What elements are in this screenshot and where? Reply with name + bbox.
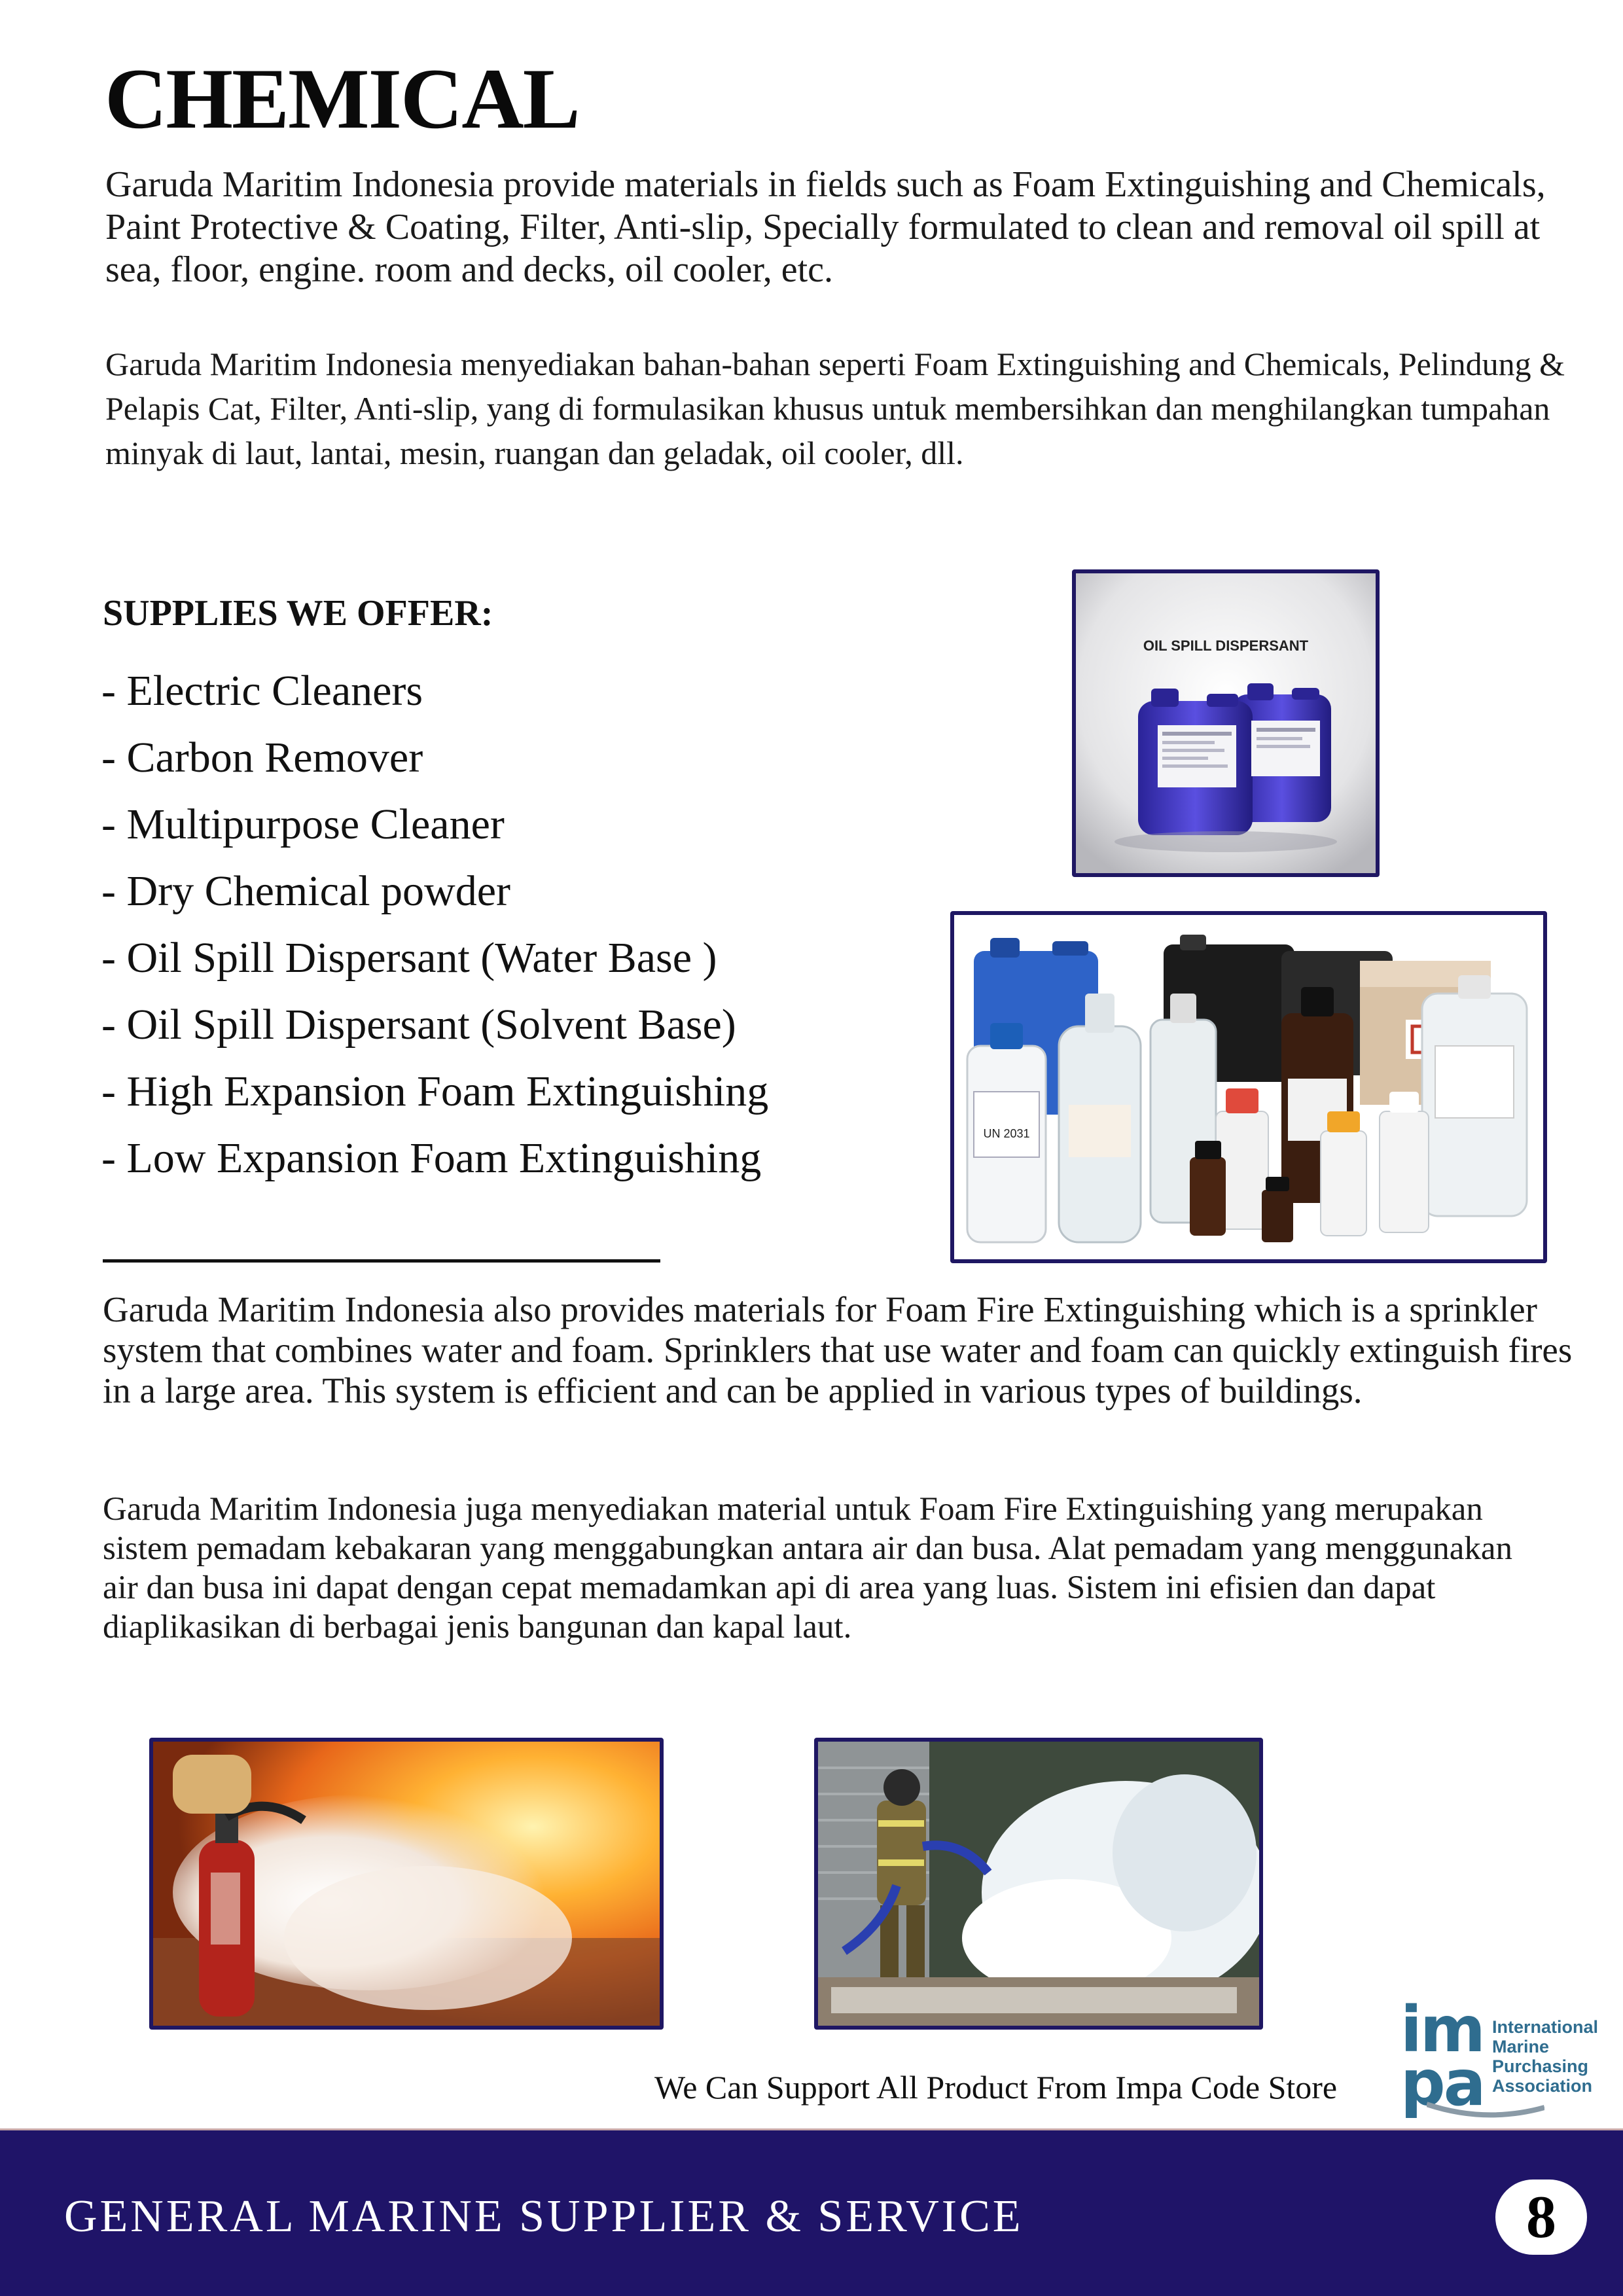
impa-line-3: Purchasing — [1492, 2056, 1589, 2076]
lab-bottles-illustration — [954, 915, 1543, 1259]
firefighter-foam-image — [814, 1738, 1263, 2030]
foam-english: Garuda Maritim Indonesia also provides materials for Foam Fire Extinguishing which is a sprinkler system that combines water and foam. Sprinklers that use water and foam can quickly extinguish fires in a large area. This system is efficient and can be applied in various types of buildings. — [103, 1289, 1573, 1410]
impa-logo — [1400, 1993, 1616, 2121]
list-item: - Electric Cleaners — [101, 667, 423, 715]
list-item: - High Expansion Foam Extinguishing — [101, 1067, 769, 1115]
footer-slogan: GENERAL MARINE SUPPLIER & SERVICE — [64, 2191, 1024, 2242]
dispersant-label: OIL SPILL DISPERSANT — [1143, 637, 1309, 654]
impa-line-1: International — [1492, 2017, 1599, 2037]
impa-line-4: Association — [1492, 2076, 1593, 2096]
page-number: 8 — [1495, 2179, 1587, 2255]
chemical-bottles-image — [950, 911, 1547, 1263]
intro-english: Garuda Maritim Indonesia provide materials in fields such as Foam Extinguishing and Chemicals, Paint Protective & Coating, Filter, Anti-slip, Specially formulated to clean and removal oil spill at sea, floor, engine. room and decks, oil cooler, etc. — [105, 164, 1546, 290]
bottle-label: UN 2031 — [983, 1127, 1030, 1140]
impa-swoosh-icon — [1427, 2101, 1544, 2121]
impa-abbr-bottom: pa — [1400, 2047, 1484, 2120]
list-item: - Carbon Remover — [101, 734, 423, 781]
foam-indonesian: Garuda Maritim Indonesia juga menyediakan material untuk Foam Fire Extinguishing yang merupakan sistem pemadam kebakaran yang menggabungkan antara air dan busa. Alat pemadam yang menggunakan air dan busa ini dapat dengan cepat memadamkan api di area yang luas. Sistem ini efisien dan dapat diaplikasikan di berbagai jenis bangunan dan kapal laut. — [103, 1491, 1513, 1645]
supplies-heading: SUPPLIES WE OFFER: — [103, 593, 493, 634]
list-item: - Low Expansion Foam Extinguishing — [101, 1134, 762, 1182]
firefighter-foam-illustration — [818, 1742, 1259, 2026]
intro-indonesian: Garuda Maritim Indonesia menyediakan bahan-bahan seperti Foam Extinguishing and Chemicals, Pelindung & Pelapis Cat, Filter, Anti-slip, yang di formulasikan khusus untuk membersihkan dan menghilangkan tumpahan minyak di laut, lantai, mesin, ruangan dan geladak, oil cooler, dll. — [105, 346, 1565, 471]
supplies-list — [101, 658, 768, 1192]
impa-full-name — [1492, 2017, 1598, 2096]
impa-abbr-top: im — [1400, 1993, 1484, 2066]
page-title: CHEMICAL — [105, 50, 579, 147]
list-item: - Multipurpose Cleaner — [101, 800, 505, 848]
list-item: - Oil Spill Dispersant (Water Base ) — [101, 934, 717, 982]
impa-support-text: We Can Support All Product From Impa Code Store — [654, 2069, 1338, 2106]
section-divider — [103, 1259, 660, 1263]
impa-line-2: Marine — [1492, 2037, 1550, 2056]
list-item: - Oil Spill Dispersant (Solvent Base) — [101, 1001, 736, 1049]
fire-extinguisher-illustration — [153, 1742, 660, 2026]
fire-extinguisher-image — [149, 1738, 664, 2030]
oil-spill-dispersant-image — [1072, 569, 1380, 877]
list-item: - Dry Chemical powder — [101, 867, 510, 915]
dispersant-jerrycans-illustration — [1076, 573, 1376, 873]
